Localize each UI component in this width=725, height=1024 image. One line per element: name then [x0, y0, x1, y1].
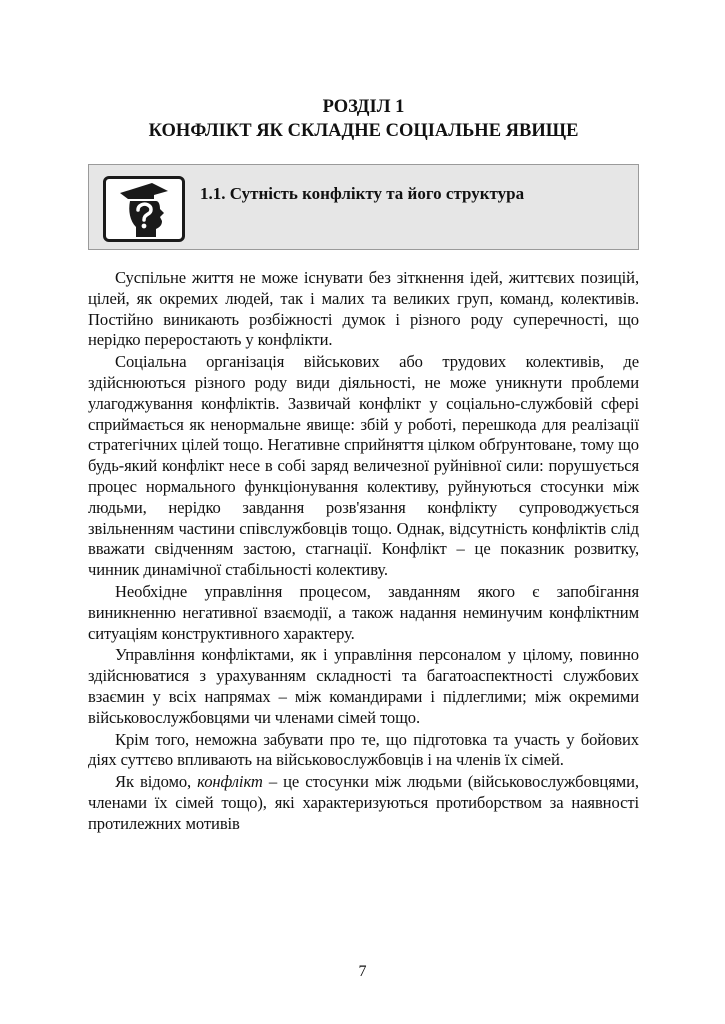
- chapter-title: КОНФЛІКТ ЯК СКЛАДНЕ СОЦІАЛЬНЕ ЯВИЩЕ: [148, 121, 579, 141]
- paragraph-6: [88, 772, 639, 834]
- conflict-term: конфлікт: [197, 772, 263, 792]
- paragraph-2: Соціальна організація військових або трудових колективів, де здійснюються різного роду види діяльності, не може уникнути проблеми улагоджування конфліктів. Зазвичай конфлікт у соціально-службовій сфері сприймається як ненормальне явище: збій у роботі, перешкода для реалізації стратегічних цілей тощо. Негативне сприйняття цілком обґрунтоване, тому що будь-який конфлікт несе в собі заряд величезної руйнівної сили: порушується процес нормального функціонування колективу, руйнуються стосунки між людьми, нерідко завдання розв'язання конфлікту супроводжується звільненням частини співслужбовців тощо. Однак, відсутність конфліктів слід вважати свідченням застою, стагнації. Конфлікт – це показник розвитку, чинник динамічної стабільності колективу.: [88, 352, 639, 580]
- body-text: [88, 268, 639, 835]
- section-title: 1.1. Сутність конфлікту та його структура: [200, 184, 525, 203]
- section-header-box: [88, 164, 639, 250]
- paragraph-1: Суспільне життя не може існувати без зіткнення ідей, життєвих позицій, цілей, як окремих людей, так і малих та великих груп, команд, колективів. Постійно виникають розбіжності думок і різного роду суперечності, що нерідко переростають у конфлікти.: [88, 268, 639, 350]
- question-head-icon-graphic: [114, 181, 176, 239]
- paragraph-5: Крім того, неможна забувати про те, що підготовка та участь у бойових діях суттєво впливають на військовослужбовців і на членів їх сімей.: [88, 729, 639, 770]
- paragraph-6-end: – це стосунки між людьми (військовослужбовцями, членами їх сімей тощо), які характеризуються протиборством за наявності протилежних мотивів: [88, 772, 639, 833]
- paragraph-3: Необхідне управління процесом, завданням якого є запобігання виникненню негативної взаємодії, а також надання неминучим конфліктним ситуаціям конструктивного характеру.: [88, 581, 639, 643]
- chapter-label: РОЗДІЛ 1: [322, 97, 405, 117]
- question-head-icon: [103, 176, 185, 242]
- page-number: 7: [358, 963, 367, 980]
- chapter-heading: [88, 95, 639, 143]
- paragraph-6-start: Як відомо,: [115, 772, 198, 792]
- paragraph-4: Управління конфліктами, як і управління персоналом у цілому, повинно здійснюватися з урахуванням складності та багатоаспектності службових взаємин у всіх напрямах – між командирами і підлеглими; між окремими військовослужбовцями чи членами сімей тощо.: [88, 645, 639, 727]
